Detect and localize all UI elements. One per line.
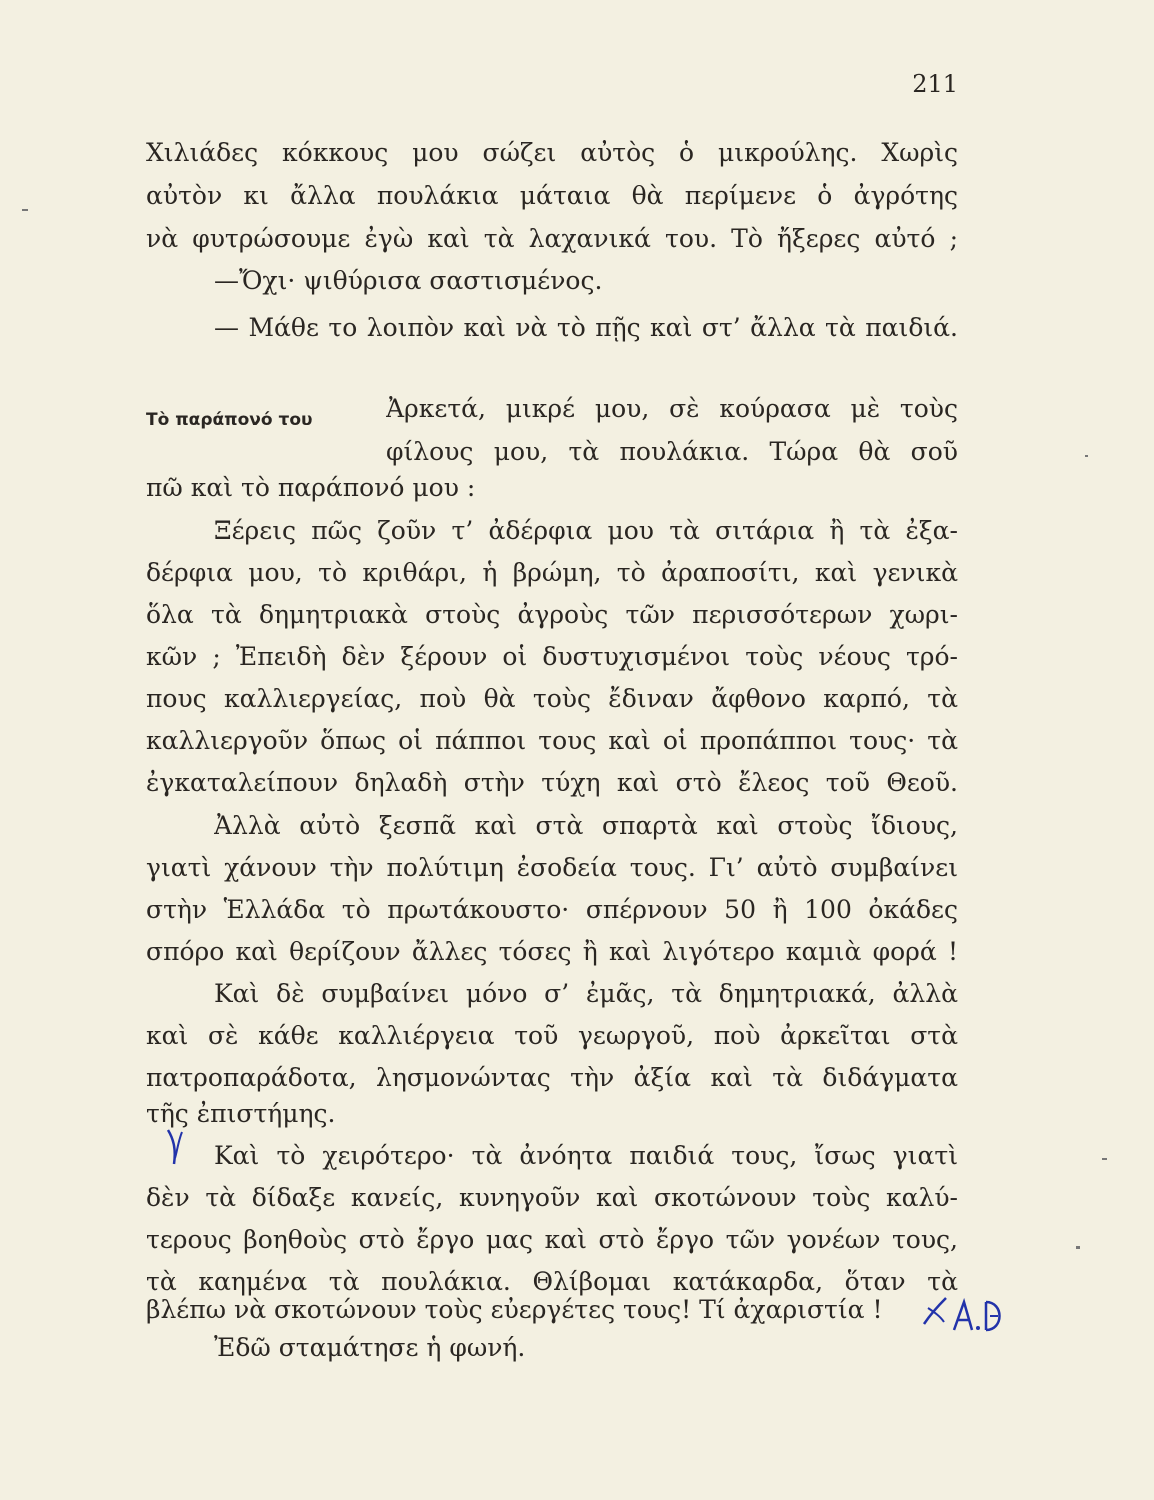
text-line: πους καλλιεργείας, ποὺ θὰ τοὺς ἔδιναν ἄφθονο καρπό, τὰ <box>146 684 958 713</box>
text-line: τερους βοηθοὺς στὸ ἔργο μας καὶ στὸ ἔργο τῶν γονέων τους, <box>146 1225 958 1254</box>
paper-speck <box>22 209 28 211</box>
text-line: πατροπαράδοτα, λησμονώντας τὴν ἀξία καὶ τὰ διδάγματα <box>146 1063 958 1092</box>
text-line: στὴν Ἑλλάδα τὸ πρωτάκουστο· σπέρνουν 50 ἢ 100 ὀκάδες <box>146 895 958 924</box>
text-line: φίλους μου, τὰ πουλάκια. Τώρα θὰ σοῦ <box>386 437 958 466</box>
text-line: αὐτὸν κι ἄλλα πουλάκια μάταια θὰ περίμενε ὁ ἀγρότης <box>146 181 958 210</box>
paper-speck <box>1102 1158 1107 1160</box>
text-line: σπόρο καὶ θερίζουν ἄλλες τόσες ἢ καὶ λιγότερο καμιὰ φορά ! <box>146 937 958 966</box>
text-line: τὰ καημένα τὰ πουλάκια. Θλίβομαι κατάκαρδα, ὅταν τὰ <box>146 1267 958 1296</box>
text-line: ὅλα τὰ δημητριακὰ στοὺς ἀγροὺς τῶν περισσότερων χωρι- <box>146 600 958 629</box>
text-line: δὲν τὰ δίδαξε κανείς, κυνηγοῦν καὶ σκοτώνουν τοὺς καλύ- <box>146 1183 958 1212</box>
text-line: δέρφια μου, τὸ κριθάρι, ἡ βρώμη, τὸ ἀραποσίτι, καὶ γενικὰ <box>146 558 958 587</box>
paper-speck <box>1076 1246 1080 1249</box>
handwritten-initials-icon <box>920 1290 1010 1334</box>
text-line: Ξέρεις πῶς ζοῦν τ’ ἀδέρφια μου τὰ σιτάρια ἢ τὰ ἐξα- <box>214 516 958 545</box>
text-line: Ἀρκετά, μικρέ μου, σὲ κούρασα μὲ τοὺς <box>386 394 958 423</box>
handwritten-mark-icon <box>164 1128 188 1166</box>
margin-heading: Τὸ παράπονό του <box>146 410 313 430</box>
text-line: νὰ φυτρώσουμε ἐγὼ καὶ τὰ λαχανικά του. Τὸ ἤξερες αὐτό ; <box>146 224 958 253</box>
text-line: Χιλιάδες κόκκους μου σώζει αὐτὸς ὁ μικρούλης. Χωρὶς <box>146 138 958 167</box>
text-line: ἐγκαταλείπουν δηλαδὴ στὴν τύχη καὶ στὸ ἔλεος τοῦ Θεοῦ. <box>146 768 958 797</box>
text-line: — Μάθε το λοιπὸν καὶ νὰ τὸ πῇς καὶ στ’ ἄλλα τὰ παιδιά. <box>214 313 958 342</box>
text-line: γιατὶ χάνουν τὴν πολύτιμη ἐσοδεία τους. Γι’ αὐτὸ συμβαίνει <box>146 853 958 882</box>
text-line: βλέπω νὰ σκοτώνουν τοὺς εὐεργέτες τους! Τί ἀχαριστία ! <box>146 1295 883 1324</box>
page-number: 211 <box>912 70 958 98</box>
paper-speck <box>1085 455 1088 457</box>
text-line: καλλιεργοῦν ὅπως οἱ πάπποι τους καὶ οἱ προπάπποι τους· τὰ <box>146 726 958 755</box>
text-line: Καὶ τὸ χειρότερο· τὰ ἀνόητα παιδιά τους, ἴσως γιατὶ <box>214 1141 958 1170</box>
text-line: Ἐδῶ σταμάτησε ἡ φωνή. <box>214 1333 526 1362</box>
text-line: κῶν ; Ἐπειδὴ δὲν ξέρουν οἱ δυστυχισμένοι τοὺς νέους τρό- <box>146 642 958 671</box>
text-line: πῶ καὶ τὸ παράπονό μου : <box>146 473 476 502</box>
text-line: Ἀλλὰ αὐτὸ ξεσπᾶ καὶ στὰ σπαρτὰ καὶ στοὺς ἴδιους, <box>214 811 958 840</box>
text-line: τῆς ἐπιστήμης. <box>146 1099 336 1128</box>
text-line: —Ὄχι· ψιθύρισα σαστισμένος. <box>214 266 603 295</box>
text-line: καὶ σὲ κάθε καλλιέργεια τοῦ γεωργοῦ, ποὺ ἀρκεῖται στὰ <box>146 1021 958 1050</box>
text-line: Καὶ δὲ συμβαίνει μόνο σ’ ἐμᾶς, τὰ δημητριακά, ἀλλὰ <box>214 979 958 1008</box>
